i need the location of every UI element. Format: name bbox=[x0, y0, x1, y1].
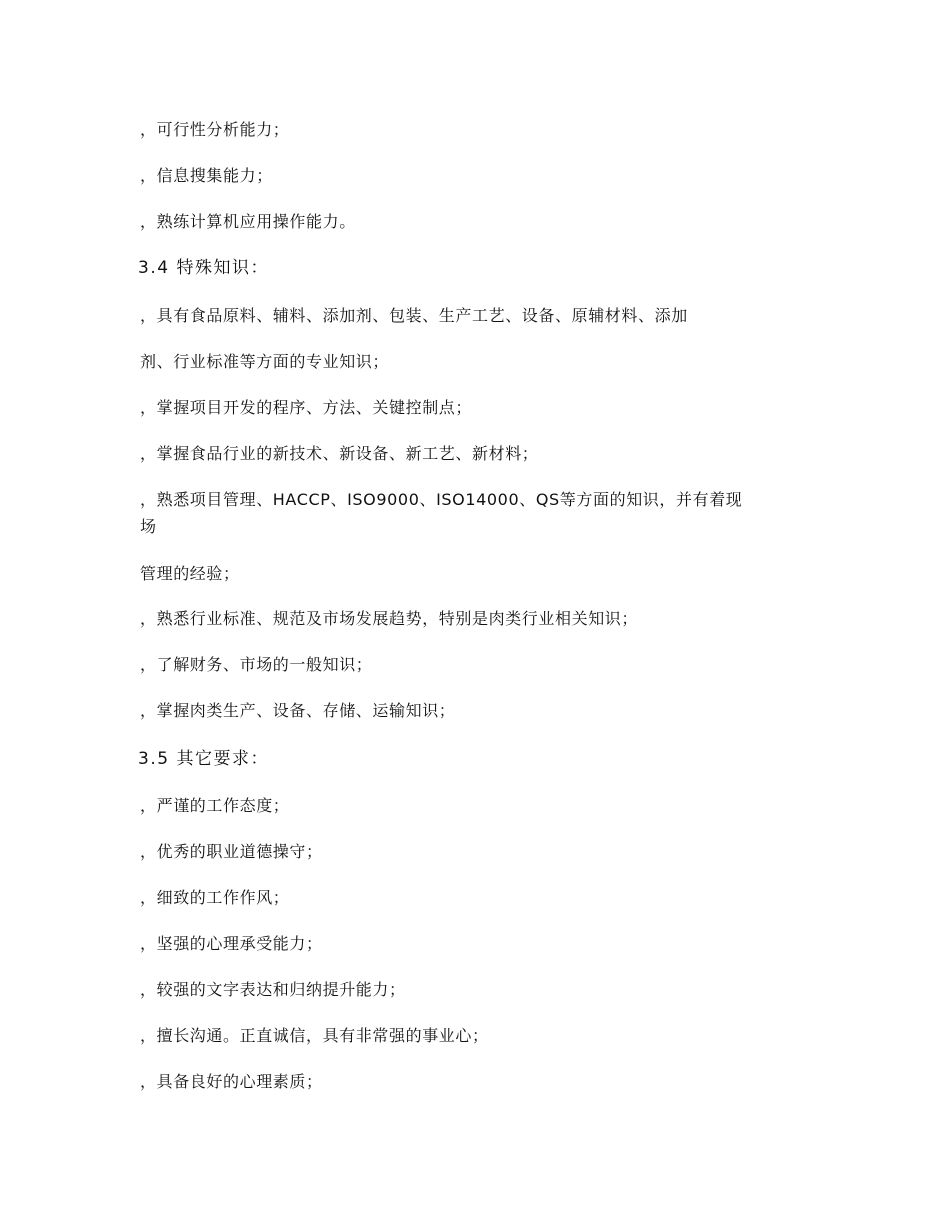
text-line-management-experience: 管理的经验； bbox=[140, 564, 240, 583]
text-line-feasibility: ，可行性分析能力； bbox=[140, 120, 290, 139]
text-line-meticulous-style: ，细致的工作作风； bbox=[140, 888, 290, 907]
text-line-standards-knowledge: 剂、行业标准等方面的专业知识； bbox=[140, 352, 390, 371]
section-heading-3-5: 3.5 其它要求： bbox=[138, 749, 269, 769]
text-line-project-management: ，熟悉项目管理、HACCP、ISO9000、ISO14000、QS等方面的知识，并有着现 bbox=[140, 490, 743, 509]
text-line-info-gathering: ，信息搜集能力； bbox=[140, 166, 273, 185]
text-line-project-procedure: ，掌握项目开发的程序、方法、关键控制点； bbox=[140, 398, 473, 417]
text-line-communication: ，擅长沟通。正直诚信，具有非常强的事业心； bbox=[140, 1026, 489, 1045]
text-line-professional-ethics: ，优秀的职业道德操守； bbox=[140, 842, 323, 861]
text-line-computer-skill: ，熟练计算机应用操作能力。 bbox=[140, 212, 356, 231]
text-line-finance-market: ，了解财务、市场的一般知识； bbox=[140, 655, 373, 674]
text-line-writing-ability: ，较强的文字表达和归纳提升能力； bbox=[140, 980, 406, 999]
text-line-stress-tolerance: ，坚强的心理承受能力； bbox=[140, 934, 323, 953]
text-line-meat-production: ，掌握肉类生产、设备、存储、运输知识； bbox=[140, 701, 456, 720]
text-line-psychological-quality: ，具备良好的心理素质； bbox=[140, 1072, 323, 1091]
text-line-food-materials: ，具有食品原料、辅料、添加剂、包装、生产工艺、设备、原辅材料、添加 bbox=[140, 306, 688, 325]
text-line-new-technology: ，掌握食品行业的新技术、新设备、新工艺、新材料； bbox=[140, 444, 539, 463]
text-line-wrap-chang: 场 bbox=[140, 517, 157, 536]
text-line-industry-trends: ，熟悉行业标准、规范及市场发展趋势，特别是肉类行业相关知识； bbox=[140, 609, 639, 628]
text-line-rigorous-attitude: ，严谨的工作态度； bbox=[140, 796, 290, 815]
section-heading-3-4: 3.4 特殊知识： bbox=[138, 258, 269, 278]
